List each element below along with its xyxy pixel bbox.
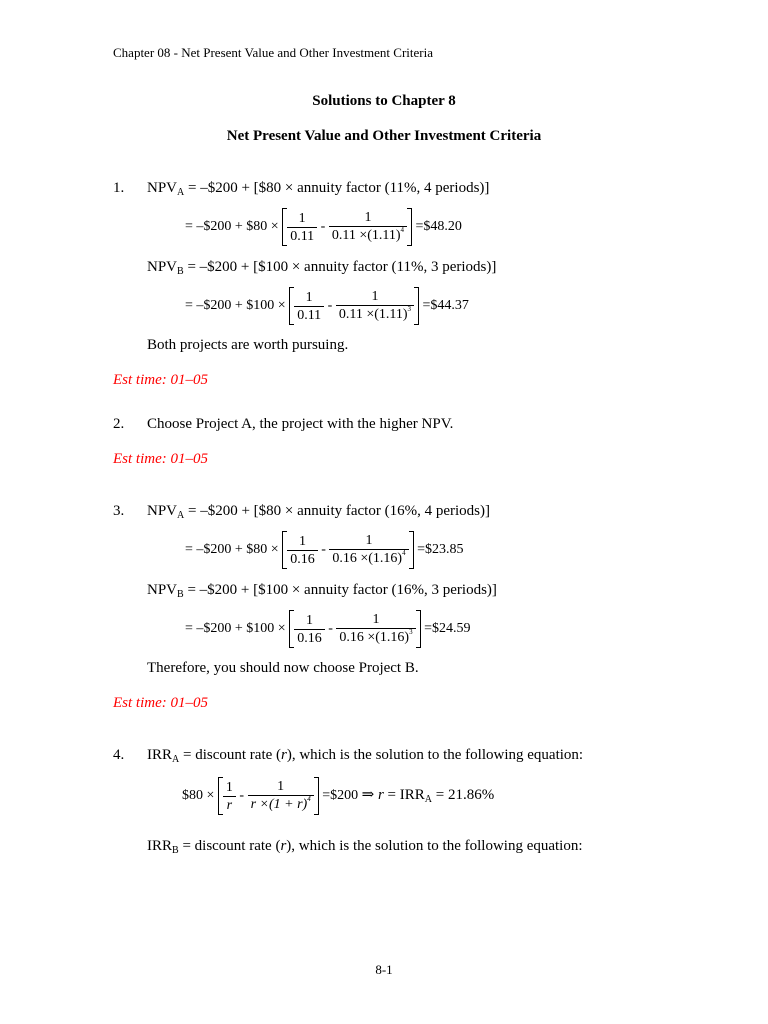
denominator: $0.16 \times(1.16)^3$ <box>339 627 413 645</box>
npv-label: NPV <box>147 259 178 275</box>
subscript-a: A <box>177 510 185 521</box>
denominator: $r \times(1 + r)^4$ <box>250 794 311 812</box>
q3-npvb-equation <box>185 610 471 648</box>
denominator: $0.11 \times(1.11)^4$ <box>331 225 405 243</box>
q3-npva-equation <box>185 531 464 569</box>
eq-lead: = –$200 + $100 × <box>185 298 286 314</box>
subscript-b: B <box>177 266 184 277</box>
eq-lead: = –$200 + $100 × <box>185 621 286 637</box>
numerator: 1 <box>287 210 317 228</box>
npva-expression: = –$200 + [$80 × annuity factor (11%, 4 periods)] <box>184 180 490 196</box>
irr-label: = IRR <box>383 787 425 804</box>
q3-number: 3. <box>113 503 125 519</box>
minus-sign: - <box>328 621 333 637</box>
page-number: 8-1 <box>375 962 393 977</box>
denominator: 0.11 <box>297 307 322 323</box>
q2-est-time: Est time: 01–05 <box>113 451 208 467</box>
exponent: 4 <box>400 225 405 234</box>
npva-expression: = –$200 + [$80 × annuity factor (16%, 4 periods)] <box>184 503 490 519</box>
denominator: $0.11 \times(1.11)^3$ <box>338 304 412 322</box>
irr-text: = discount rate ( <box>179 747 282 763</box>
eq-lead: $80 × <box>182 788 215 804</box>
subscript-a: A <box>172 754 180 765</box>
numerator: 1 <box>336 611 415 629</box>
running-header: Chapter 08 - Net Present Value and Other Investment Criteria <box>113 45 433 60</box>
fraction <box>329 209 407 246</box>
minus-sign: - <box>239 788 245 804</box>
minus-sign: - <box>327 298 333 314</box>
page-subtitle: Net Present Value and Other Investment Criteria <box>226 128 542 144</box>
q3-npvb-line <box>147 582 497 599</box>
npv-label: NPV <box>147 503 178 519</box>
right-bracket <box>409 531 414 569</box>
irr-text: = discount rate ( <box>178 838 281 854</box>
npvb-expression: = –$200 + [$100 × annuity factor (11%, 3 periods)] <box>183 259 497 275</box>
eq-lead: = –$200 + $80 × <box>185 542 279 558</box>
rate-symbol: r <box>280 838 287 854</box>
numerator: 1 <box>294 612 325 630</box>
numerator: 1 <box>223 779 236 797</box>
page-title: Solutions to Chapter 8 <box>312 93 456 109</box>
q2-number: 2. <box>113 416 125 432</box>
irr-label: IRR <box>147 747 173 763</box>
fraction <box>248 778 314 815</box>
eq-result: =$44.37 <box>422 298 469 314</box>
q3-conclusion: Therefore, you should now choose Project B. <box>147 660 419 676</box>
irr-value: = 21.86% <box>431 787 495 804</box>
q1-conclusion: Both projects are worth pursuing. <box>147 337 349 353</box>
eq-result: =$24.59 <box>424 621 471 637</box>
q1-npvb-equation <box>185 287 469 325</box>
rate-symbol: r <box>281 747 287 763</box>
numerator: 1 <box>248 778 314 796</box>
q3-est-time: Est time: 01–05 <box>113 695 208 711</box>
npv-label: NPV <box>147 582 178 598</box>
minus-sign: - <box>321 542 326 558</box>
q1-npvb-line <box>147 259 496 276</box>
fraction <box>223 779 236 814</box>
exponent: 3 <box>407 304 412 313</box>
fraction <box>294 612 325 647</box>
subscript-a: A <box>177 187 185 198</box>
numerator: 1 <box>329 209 407 227</box>
numerator: 1 <box>336 288 414 306</box>
irr-text-end: ), which is the solution to the following equation: <box>286 838 583 854</box>
right-bracket <box>407 208 412 246</box>
fraction <box>287 210 317 245</box>
denominator: r <box>226 797 233 813</box>
rate-symbol: r <box>377 787 384 804</box>
exponent: 4 <box>402 548 406 557</box>
fraction <box>329 532 408 569</box>
irr-result <box>361 787 495 806</box>
exponent: 4 <box>307 794 311 803</box>
npvb-expression: = –$200 + [$100 × annuity factor (16%, 3 periods)] <box>183 582 497 598</box>
right-bracket <box>416 610 421 648</box>
q2-text: Choose Project A, the project with the higher NPV. <box>147 416 454 432</box>
minus-sign: - <box>320 219 326 235</box>
fraction <box>287 533 318 568</box>
q1-est-time: Est time: 01–05 <box>113 372 208 388</box>
denominator: 0.16 <box>297 630 322 646</box>
q3-npva-line <box>147 503 490 520</box>
eq-result: =$200 <box>322 788 359 804</box>
exponent: 3 <box>409 627 413 636</box>
fraction <box>294 289 324 324</box>
fraction <box>336 611 415 648</box>
q1-npva-line <box>147 180 489 197</box>
q4-irrb-line <box>147 838 583 855</box>
numerator: 1 <box>294 289 324 307</box>
q1-npva-equation <box>185 208 462 246</box>
subscript-a: A <box>424 794 432 806</box>
implies-arrow: ⇒ <box>361 787 378 804</box>
denominator: 0.11 <box>290 228 315 244</box>
numerator: 1 <box>329 532 408 550</box>
denominator: $0.16 \times(1.16)^4$ <box>332 548 406 566</box>
eq-lead: = –$200 + $80 × <box>185 219 279 235</box>
eq-result: =$23.85 <box>417 542 464 558</box>
q1-number: 1. <box>113 180 125 196</box>
irr-text-end: ), which is the solution to the following equation: <box>286 747 584 763</box>
q4-irra-equation <box>182 777 494 815</box>
subscript-b: B <box>177 589 184 600</box>
denominator: 0.16 <box>290 551 315 567</box>
eq-result: =$48.20 <box>415 219 462 235</box>
fraction <box>336 288 414 325</box>
numerator: 1 <box>287 533 318 551</box>
right-bracket <box>314 777 319 815</box>
subscript-b: B <box>172 845 179 856</box>
irr-label: IRR <box>147 838 173 854</box>
q4-number: 4. <box>113 747 125 763</box>
npv-label: NPV <box>147 180 178 196</box>
right-bracket <box>414 287 419 325</box>
q4-irra-line <box>147 747 583 764</box>
